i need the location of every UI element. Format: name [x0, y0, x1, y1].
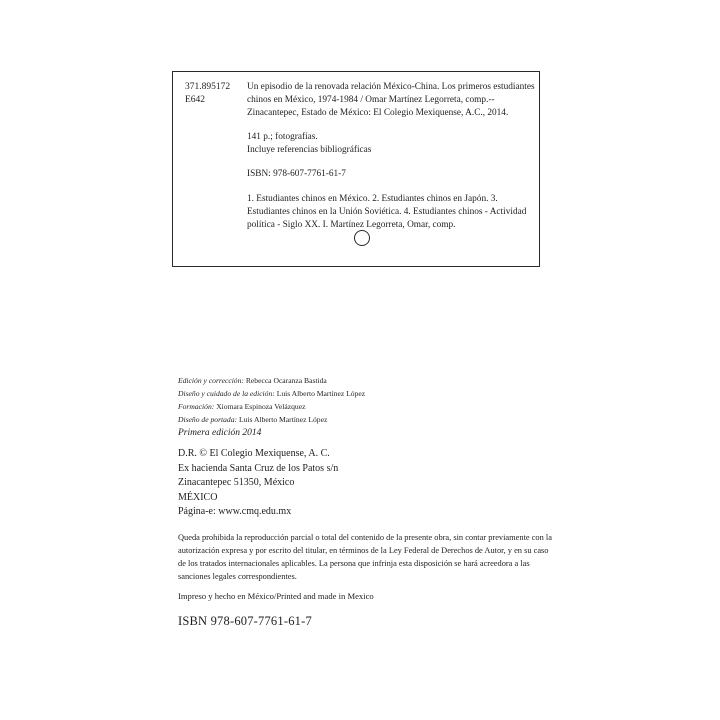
- credit-role: Diseño y cuidado de la edición:: [178, 389, 275, 398]
- legal-notice-text: Queda prohibida la reproducción parcial o total del contenido de la presente obra, sin contar previamente con la autorización expresa y por escrito del titular, en términos de la Ley Federal de Derechos de Autor, y en su caso de los tratados internacionales aplicables. La persona que infrinja esta disposición se hará acreedora a las sanciones legales correspondientes.: [178, 533, 552, 581]
- credit-name: Rebecca Ocaranza Bastida: [245, 376, 327, 385]
- card-subjects: 1. Estudiantes chinos en México. 2. Estudiantes chinos en Japón. 3. Estudiantes chinos en la Unión Soviética. 4. Estudiantes chinos - Actividad política - Siglo XX. I. Martínez Legorreta, Omar, comp.: [247, 194, 527, 230]
- punch-hole-icon: [354, 230, 370, 246]
- legal-notice: [178, 531, 556, 583]
- publisher-address: Ex hacienda Santa Cruz de los Patos s/n: [178, 462, 339, 474]
- credit-row: [178, 400, 365, 413]
- isbn-footer: ISBN 978-607-7761-61-7: [178, 614, 312, 628]
- credit-name: Luis Alberto Martínez López: [238, 415, 328, 424]
- credit-row: [178, 374, 365, 387]
- publisher-website: Página-e: www.cmq.edu.mx: [178, 506, 292, 518]
- call-number: [185, 81, 230, 107]
- credits-block: [178, 374, 365, 426]
- credit-name: Xiomara Espinoza Velázquez: [216, 402, 306, 411]
- catalog-card: [172, 71, 540, 267]
- credit-role: Diseño de portada:: [178, 415, 238, 424]
- credit-name: Luis Alberto Martínez López: [276, 389, 366, 398]
- card-notes: Incluye referencias bibliográficas: [247, 145, 372, 155]
- credit-row: [178, 413, 365, 426]
- printed-in-line: Impreso y hecho en México/Printed and made in Mexico: [178, 591, 374, 601]
- card-citation: Un episodio de la renovada relación México-China. Los primeros estudiantes chinos en México, 1974-1984 / Omar Martínez Legorreta, comp.-- Zinacantepec, Estado de México: El Colegio Mexiquense, A.C., 2014.: [247, 82, 535, 118]
- publisher-city: Zinacantepec 51350, México: [178, 477, 295, 489]
- credit-row: [178, 387, 365, 400]
- publisher-country: MÉXICO: [178, 491, 218, 503]
- edition-line: Primera edición 2014: [178, 428, 262, 438]
- publisher-block: [178, 447, 338, 520]
- call-number-cutter: E642: [185, 95, 206, 105]
- card-body: [247, 81, 535, 232]
- call-number-class: 371.895172: [185, 82, 231, 92]
- credit-role: Formación:: [178, 402, 215, 411]
- card-pages: 141 p.; fotografías.: [247, 132, 318, 142]
- card-isbn: ISBN: 978-607-7761-61-7: [247, 169, 346, 179]
- publisher-copyright: D.R. © El Colegio Mexiquense, A. C.: [178, 448, 330, 459]
- credit-role: Edición y corrección:: [178, 376, 244, 385]
